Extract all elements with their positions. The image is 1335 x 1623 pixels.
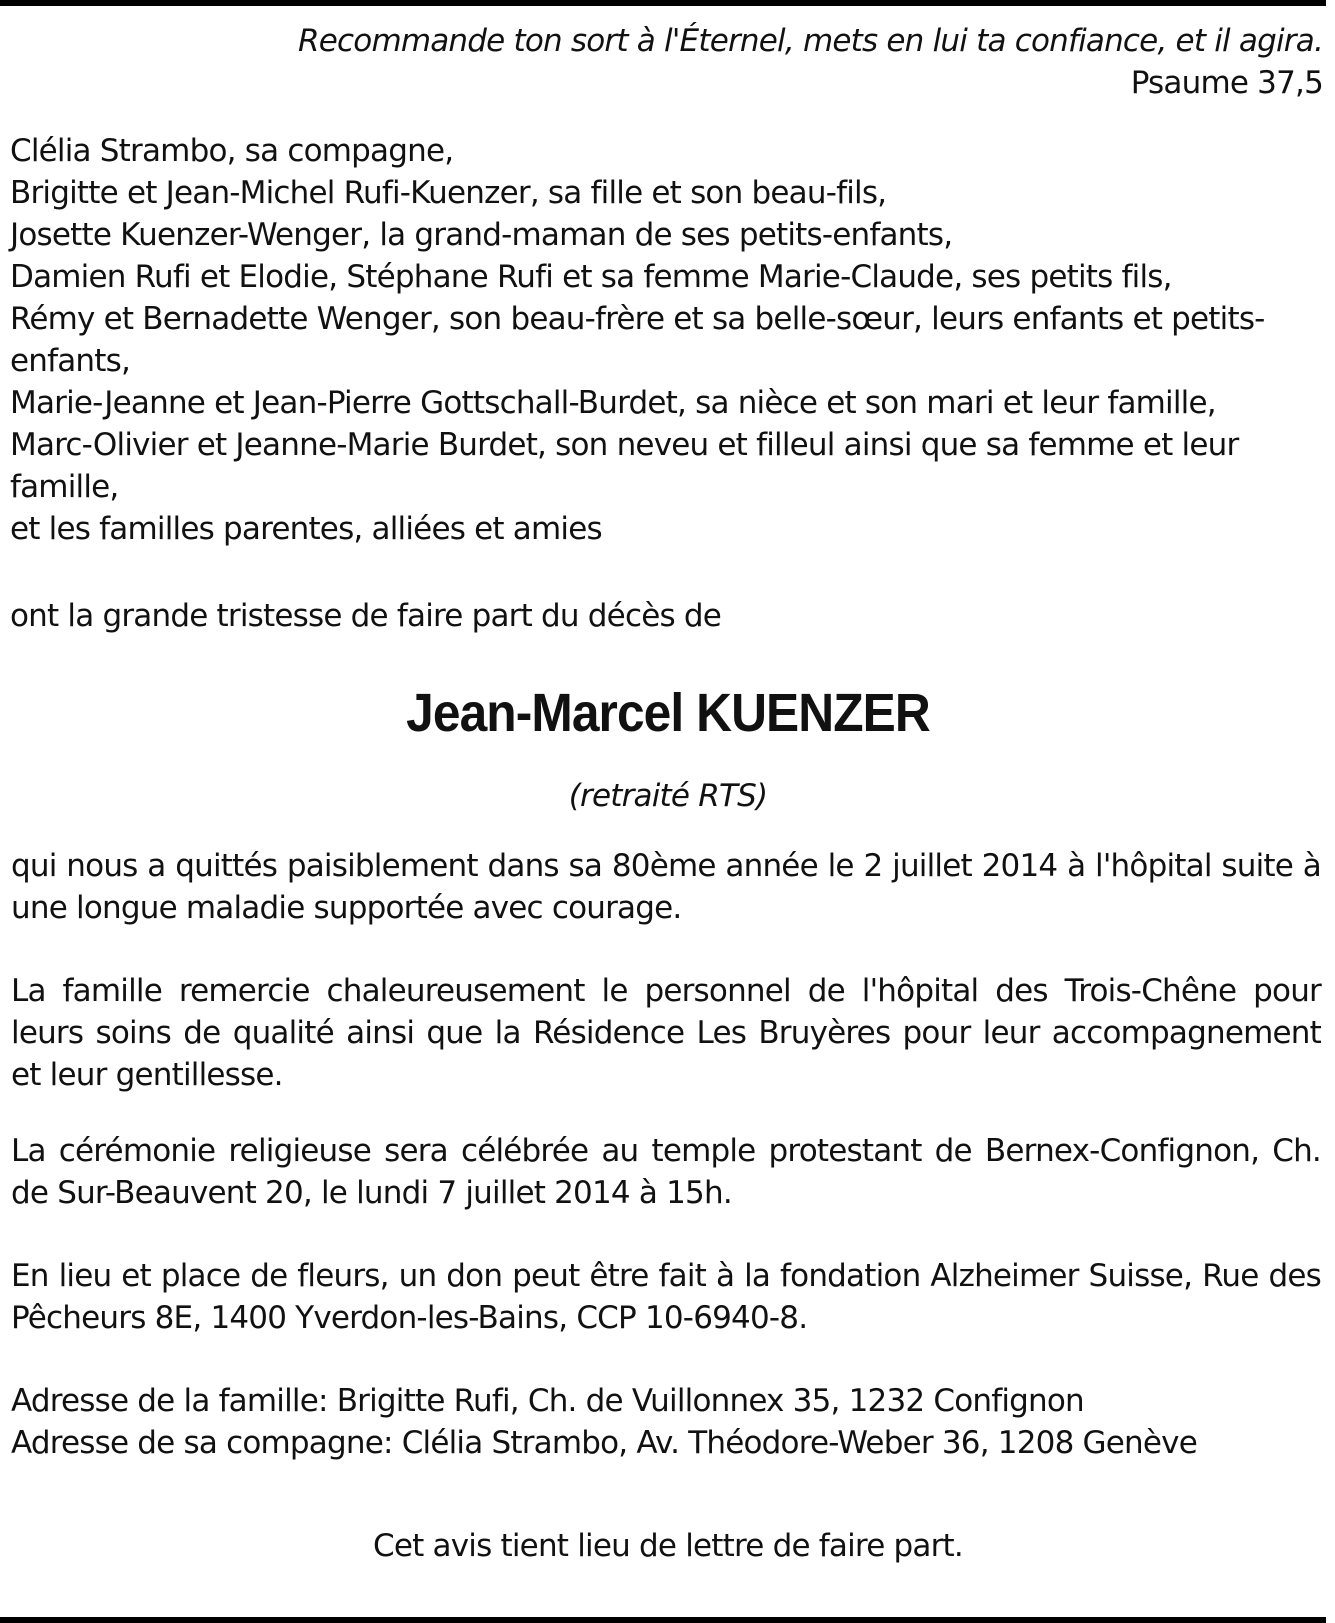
announcement-text: ont la grande tristesse de faire part du décès de [10, 598, 722, 634]
mourner-line: Clélia Strambo, sa compagne, [10, 133, 454, 169]
donation-paragraph: En lieu et place de fleurs, un don peut être fait à la fondation Alzheimer Suisse, Rue des Pêcheurs 8E, 1400 Yverdon-les-Bains, CCP 10-6940-8. [11, 1258, 1321, 1336]
thanks-paragraph: La famille remercie chaleureusement le personnel de l'hôpital des Trois-Chêne pour leurs soins de qualité ainsi que la Résidence Les Bruyères pour leur accompagnement et leur gentillesse. [11, 973, 1321, 1093]
mourner-line: enfants, [10, 343, 131, 379]
deceased-name: Jean-Marcel KUENZER [406, 683, 930, 743]
mourner-line: Rémy et Bernadette Wenger, son beau-frère et sa belle-sœur, leurs enfants et petits- [10, 301, 1265, 337]
passing-paragraph: qui nous a quittés paisiblement dans sa 80ème année le 2 juillet 2014 à l'hôpital suite à une longue maladie supportée avec courage. [11, 848, 1321, 926]
mourner-line: famille, [10, 469, 119, 505]
epigraph-verse: Recommande ton sort à l'Éternel, mets en lui ta confiance, et il agira. [298, 23, 1323, 59]
ceremony-paragraph: La cérémonie religieuse sera célébrée au temple protestant de Bernex-Confignon, Ch. de Sur-Beauvent 20, le lundi 7 juillet 2014 à 15h. [11, 1133, 1321, 1211]
mourner-line: Marie-Jeanne et Jean-Pierre Gottschall-Burdet, sa nièce et son mari et leur famille, [10, 385, 1216, 421]
mourners-list [10, 130, 1326, 550]
closing-notice: Cet avis tient lieu de lettre de faire part. [373, 1528, 963, 1564]
deceased-occupation: (retraité RTS) [568, 778, 768, 814]
mourner-line: Brigitte et Jean-Michel Rufi-Kuenzer, sa fille et son beau-fils, [10, 175, 887, 211]
companion-address: Adresse de sa compagne: Clélia Strambo, Av. Théodore-Weber 36, 1208 Genève [11, 1425, 1197, 1461]
top-border-rule [0, 0, 1326, 6]
epigraph-reference: Psaume 37,5 [1130, 65, 1323, 101]
addresses-block [11, 1380, 1321, 1464]
mourner-line: Marc-Olivier et Jeanne-Marie Burdet, son neveu et filleul ainsi que sa femme et leur [10, 427, 1239, 463]
mourner-line: Josette Kuenzer-Wenger, la grand-maman de ses petits-enfants, [10, 217, 953, 253]
mourner-line: et les familles parentes, alliées et amies [10, 511, 602, 547]
mourner-line: Damien Rufi et Elodie, Stéphane Rufi et sa femme Marie-Claude, ses petits fils, [10, 259, 1172, 295]
bottom-border-rule [0, 1617, 1326, 1623]
epigraph [298, 20, 1323, 104]
family-address: Adresse de la famille: Brigitte Rufi, Ch. de Vuillonnex 35, 1232 Confignon [11, 1383, 1084, 1419]
